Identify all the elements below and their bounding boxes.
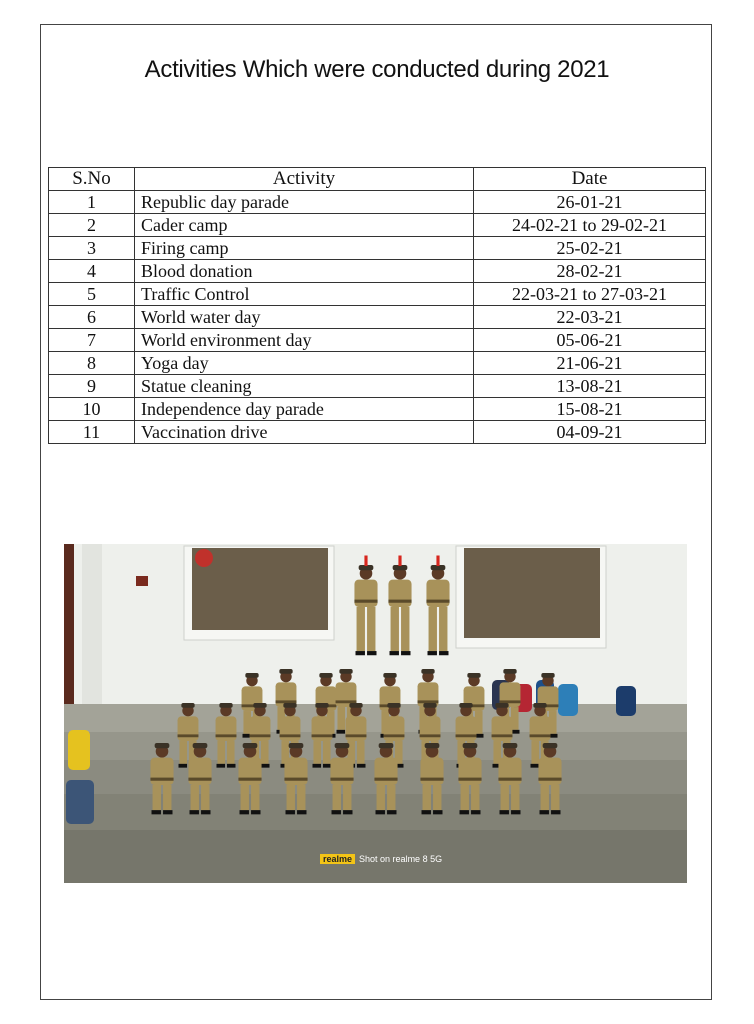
cell-activity: Traffic Control (135, 283, 474, 306)
cell-sno: 2 (49, 214, 135, 237)
cell-date: 22-03-21 to 27-03-21 (474, 283, 706, 306)
wall-lamp (195, 549, 213, 567)
cell-date: 22-03-21 (474, 306, 706, 329)
cell-sno: 5 (49, 283, 135, 306)
page-title: Activities Which were conducted during 2021 (144, 56, 610, 83)
door-edge (64, 544, 74, 724)
window-right (464, 548, 600, 638)
pillar (82, 544, 102, 704)
group-photo-illustration (64, 544, 687, 883)
backpack (616, 686, 636, 716)
cell-sno: 8 (49, 352, 135, 375)
cell-date: 28-02-21 (474, 260, 706, 283)
cell-date: 05-06-21 (474, 329, 706, 352)
table-row (49, 260, 706, 283)
table-header-row (49, 168, 706, 191)
cell-date: 26-01-21 (474, 191, 706, 214)
cell-sno: 7 (49, 329, 135, 352)
cell-sno: 3 (49, 237, 135, 260)
cell-activity: Independence day parade (135, 398, 474, 421)
step-1 (64, 704, 687, 732)
cell-date: 24-02-21 to 29-02-21 (474, 214, 706, 237)
cell-date: 04-09-21 (474, 421, 706, 444)
table-row (49, 352, 706, 375)
table-row (49, 214, 706, 237)
watermark-brand: realme (320, 854, 355, 864)
cell-date: 13-08-21 (474, 375, 706, 398)
cell-activity: World environment day (135, 329, 474, 352)
watermark-text: Shot on realme 8 5G (359, 854, 443, 864)
cell-activity: Republic day parade (135, 191, 474, 214)
cell-activity: Vaccination drive (135, 421, 474, 444)
cell-date: 25-02-21 (474, 237, 706, 260)
backpack (66, 780, 94, 824)
cell-activity: Cader camp (135, 214, 474, 237)
table-row (49, 398, 706, 421)
table-row (49, 237, 706, 260)
camera-watermark (320, 852, 442, 866)
cell-activity: World water day (135, 306, 474, 329)
table-row (49, 421, 706, 444)
header-activity: Activity (135, 168, 474, 191)
cell-activity: Blood donation (135, 260, 474, 283)
cell-sno: 11 (49, 421, 135, 444)
cell-date: 21-06-21 (474, 352, 706, 375)
cell-sno: 4 (49, 260, 135, 283)
cell-sno: 10 (49, 398, 135, 421)
table-row (49, 306, 706, 329)
group-photo (64, 544, 687, 883)
cell-sno: 6 (49, 306, 135, 329)
cell-activity: Firing camp (135, 237, 474, 260)
backpack (68, 730, 90, 770)
cell-date: 15-08-21 (474, 398, 706, 421)
wall-switch (136, 576, 148, 586)
table-row (49, 191, 706, 214)
header-date: Date (474, 168, 706, 191)
activities-table (48, 167, 706, 444)
backpack (558, 684, 578, 716)
table-row (49, 329, 706, 352)
cell-activity: Statue cleaning (135, 375, 474, 398)
table-row (49, 375, 706, 398)
cell-sno: 1 (49, 191, 135, 214)
table-row (49, 283, 706, 306)
header-sno: S.No (49, 168, 135, 191)
cell-activity: Yoga day (135, 352, 474, 375)
cell-sno: 9 (49, 375, 135, 398)
